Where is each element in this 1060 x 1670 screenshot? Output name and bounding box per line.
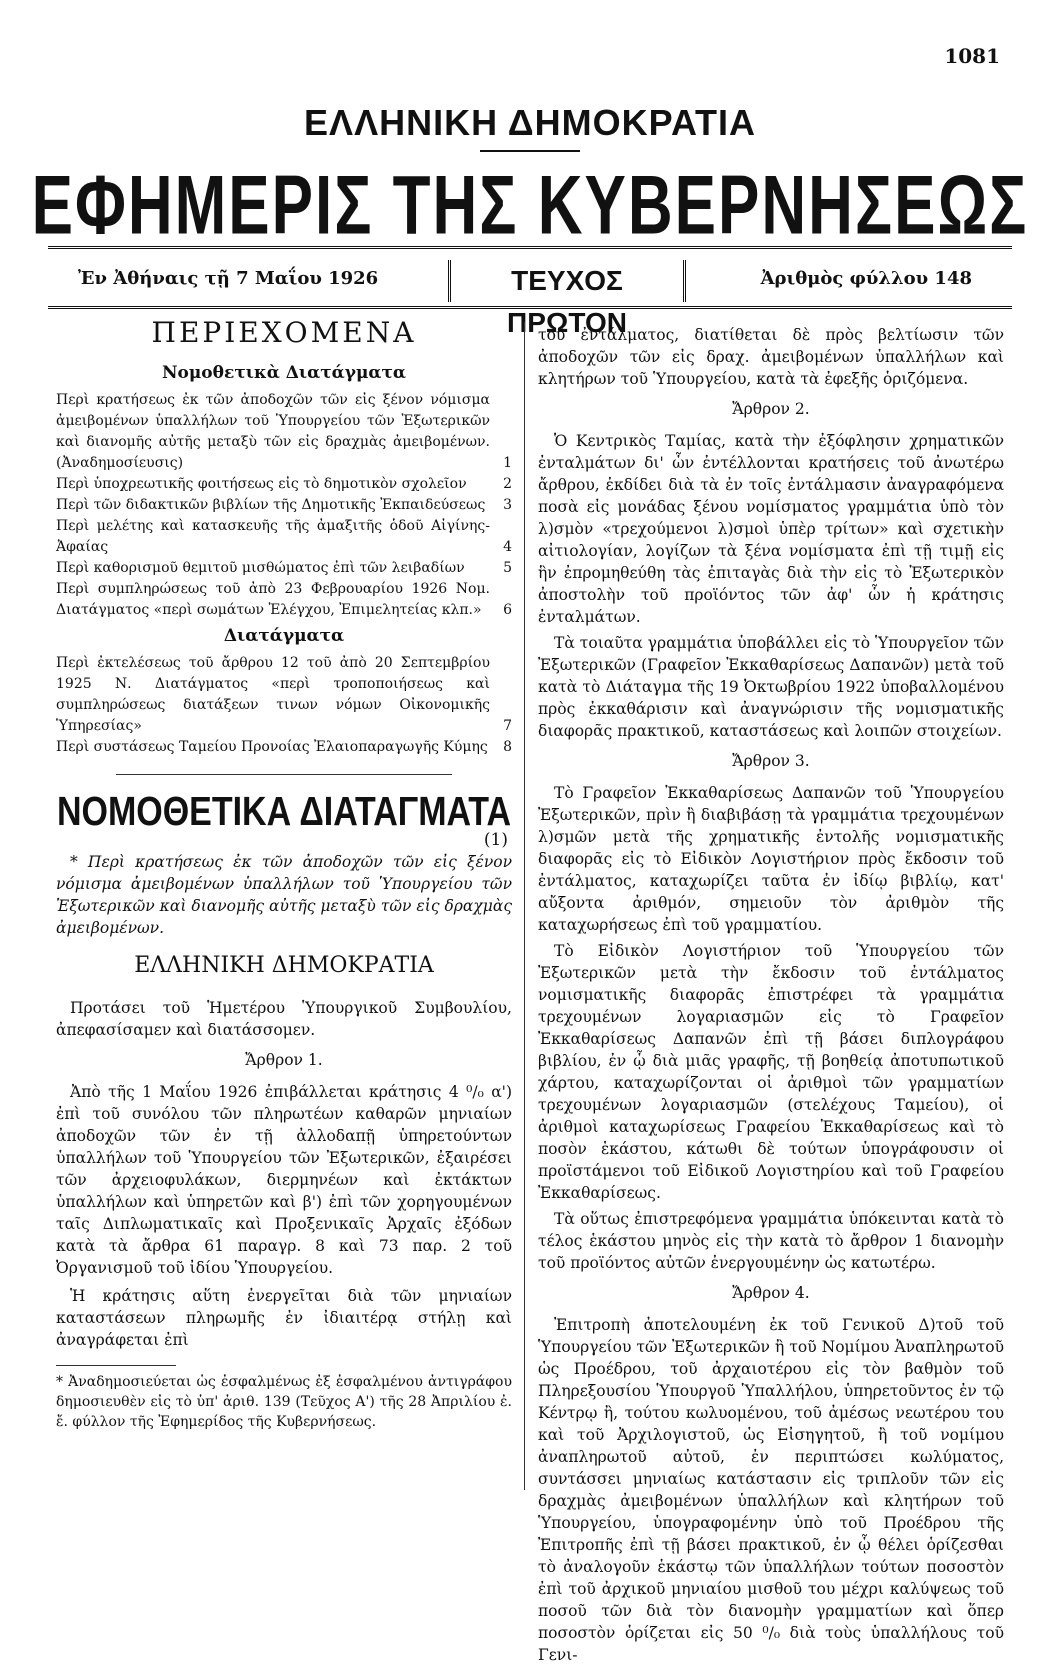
- article-paragraph: Ἐπιτροπὴ ἀποτελουμένη ἐκ τοῦ Γενικοῦ Δ)τοῦ τοῦ Ὑπουργείου τῶν Ἐξωτερικῶν ἢ τοῦ Νομίμου Ἀναπληρωτοῦ ὡς Προέδρου, τοῦ ἀρχαιοτέρου εἰς τὸν βαθμὸν τοῦ Πληρεξουσίου Ὑπουργοῦ Ὑπαλλήλου, ὑπηρετοῦντος ἐν τῷ Κέντρῳ ἢ, τούτου κωλυομένου, τοῦ ἀμέσως νεωτέρου του καὶ τοῦ Ἀρχιλογιστοῦ, ὡς Εἰσηγητοῦ, ἢ τοῦ νομίμου ἀναπληρωτοῦ αὐτοῦ, ἐν περιπτώσει κωλύματος, συντάσσει μηνιαίως κατάστασιν εἰς τριπλοῦν τῶν εἰς δραχμὰς ἀμειβομένων ὑπαλλήλων καὶ κλητήρων τοῦ Ὑπουργείου, ὑπογραφομένην ὑπὸ τοῦ Προέδρου τῆς Ἐπιτροπῆς ἐπὶ τῇ βάσει πρακτικοῦ, ἐν ᾧ θέλει ὁρίζεσθαι τὸ ἀναλογοῦν ἑκάστῳ τῶν ὑπαλλήλων τούτων ποσοστὸν ἐπὶ τοῦ ἀρχικοῦ μηνιαίου μισθοῦ του μέχρι καλύψεως τοῦ ποσοῦ τῶν διὰ τὸν διανομὴν γραμματίων καὶ ὅπερ ποσοστὸν ὁρίζεται εἰς 50 ⁰/₀ διὰ τοὺς ὑπαλλήλους τοῦ Γενι-: [538, 1316, 1004, 1664]
- toc-heading: Διατάγματα: [223, 626, 345, 646]
- article-paragraph: Ὁ Κεντρικὸς Ταμίας, κατὰ τὴν ἐξόφλησιν χρηματικῶν ἐνταλμάτων δι' ὧν ἐντέλλονται κρατήσεις τοῦ ἀνωτέρω ἄρθρου, ἐκδίδει διὰ τὰ ἐν τοῖς ἐντάλμασιν ἀναγραφόμενα ποσὰ εἰς μονάδας ξένου νομίσματος γραμμάτια ὑπὸ τὸν λ)σμὸν «τρεχούμενοι λ)σμοὶ ὑπὲρ τρίτων» καὶ σχετικὴν αἰτιολογίαν, λογίζων τὰ ξένα νομίσματα ἐπὶ τῇ τιμῇ εἰς ἣν ἐπρομηθεύθη τὰς ἐπιταγὰς διὰ τὴν εἰς τὸ Ἐξωτερικὸν ἀποστολὴν τοῦ προϊόντος τῶν ἀφ' ὧν ἡ κράτησις ἐνταλμάτων.: [538, 432, 1004, 626]
- article-paragraph: Τὰ οὕτως ἐπιστρεφόμενα γραμμάτια ὑπόκεινται κατὰ τὸ τέλος ἑκάστου μηνὸς εἰς τὴν κατὰ τὸ ἄρθρον 1 διανομὴν τοῦ προϊόντος αὐτῶν ἐνεργουμένην ὡς κατωτέρω.: [538, 1210, 1004, 1272]
- contents-rule: [116, 774, 452, 775]
- section-title: ΝΟΜΟΘΕΤΙΚΑ ΔΙΑΤΑΓΜΑΤΑ: [56, 789, 512, 835]
- decree-number: (1): [483, 830, 508, 850]
- article-heading: Ἄρθρον 3.: [732, 752, 810, 770]
- article-paragraph: Τὸ Γραφεῖον Ἐκκαθαρίσεως Δαπανῶν τοῦ Ὑπουργείου Ἐξωτερικῶν, πρὶν ἢ διαβιβάσῃ τὰ γραμμάτια τρεχουμένων λ)σμῶν μετὰ τῆς χρηματικῆς ἐντολῆς νομισματικῆς διαφορᾶς εἰς τὸ Εἰδικὸν Λογιστήριον πρὸς ἔκδοσιν τοῦ ἐντάλματος, καταχωρίζει ταῦτα ἐν ἰδίῳ βιβλίῳ, κατ' αὔξοντα ἀριθμόν, σημειοῦν τὸν ἀριθμὸν τῆς καταχωρήσεως ἐπὶ τοῦ γραμματίου.: [538, 784, 1004, 934]
- masthead-gazette-title: ΕΦΗΜΕΡΙΣ ΤΗΣ ΚΥΒΕΡΝΗΣΕΩΣ: [31, 159, 1029, 253]
- toc-entry: Περὶ ἐκτελέσεως τοῦ ἄρθρου 12 τοῦ ἀπὸ 20 Σεπτεμβρίου 1925 Ν. Διατάγματος «περὶ τροποποιήσεως καὶ συμπληρώσεως διατάξεων τινων νόμων Οἰκονομικῆς Ὑπηρεσίας» 7: [56, 655, 512, 734]
- toc-entry: Περὶ καθορισμοῦ θεμιτοῦ μισθώματος ἐπὶ τῶν λειβαδίων 5: [56, 560, 512, 576]
- toc-entry: Περὶ τῶν διδακτικῶν βιβλίων τῆς Δημοτικῆς Ἐκπαιδεύσεως 3: [56, 497, 512, 513]
- header-bottom-rule: [48, 306, 1012, 309]
- toc-entry: Περὶ ὑποχρεωτικῆς φοιτήσεως εἰς τὸ δημοτικὸν σχολεῖον 2: [56, 476, 512, 492]
- article-heading: Ἄρθρον 1.: [245, 1051, 323, 1069]
- left-column: [56, 316, 512, 1432]
- right-column: [538, 324, 1004, 1670]
- masthead-rule: [480, 150, 580, 152]
- article-paragraph: Ἡ κράτησις αὕτη ἐνεργεῖται διὰ τῶν μηνιαίων καταστάσεων πληρωμῆς ἐν ἰδιαιτέρᾳ στήλῃ καὶ ἀναγράφεται ἐπὶ: [56, 1287, 512, 1349]
- contents-title: ΠΕΡΙΕΧΟΜΕΝΑ: [151, 316, 417, 349]
- sheet-number: Ἀριθμὸς φύλλου 148: [760, 268, 972, 289]
- article-heading: Ἄρθρον 2.: [732, 400, 810, 418]
- toc-entry: Περὶ συστάσεως Ταμείου Προνοίας Ἐλαιοπαραγωγῆς Κύμης 8: [56, 739, 512, 755]
- footnote: * Ἀναδημοσιεύεται ὡς ἐσφαλμένως ἐξ ἐσφαλμένου ἀντιγράφου δημοσιευθὲν εἰς τὸ ὑπ' ἀριθ. 139 (Τεῦχος Α') τῆς 28 Ἀπριλίου ἐ. ἔ. φύλλον τῆς Ἐφημερίδος τῆς Κυβερνήσεως.: [56, 1374, 512, 1430]
- masthead-republic: ΕΛΛΗΝΙΚΗ ΔΗΜΟΚΡΑΤΙΑ: [304, 102, 756, 143]
- article-heading: Ἄρθρον 4.: [732, 1284, 810, 1302]
- decree-republic: ΕΛΛΗΝΙΚΗ ΔΗΜΟΚΡΑΤΙΑ: [134, 953, 434, 978]
- article-paragraph: Ἀπὸ τῆς 1 Μαΐου 1926 ἐπιβάλλεται κράτησις 4 ⁰/₀ α') ἐπὶ τοῦ συνόλου τῶν πληρωτέων καθαρῶν μηνιαίων ἀποδοχῶν τῶν ἐν τῇ ἀλλοδαπῇ ὑπηρετούντων ὑπαλλήλων τοῦ Ὑπουργείου τῶν Ἐξωτερικῶν, ἐξαιρέσει τῶν ἀρχειοφυλάκων, διερμηνέων καὶ ἐκτάκτων ὑπαλλήλων καὶ ὑπηρετῶν καὶ β') ἐπὶ τῶν χορηγουμένων ταῖς Διπλωματικαῖς καὶ Προξενικαῖς Ἀρχαῖς ἐξόδων κατὰ τὰ ἄρθρα 61 παραγρ. 8 καὶ 73 παρ. 2 τοῦ Ὀργανισμοῦ τοῦ ἰδίου Ὑπουργείου.: [56, 1083, 512, 1277]
- page-number: 1081: [944, 44, 1000, 68]
- column-divider: [524, 322, 525, 1490]
- toc-entry: Περὶ κρατήσεως ἐκ τῶν ἀποδοχῶν τῶν εἰς ξένον νόμισμα ἀμειβομένων ὑπαλλήλων τοῦ Ὑπουργείου τῶν Ἐξωτερικῶν καὶ διανομῆς αὐτῆς μεταξὺ τῶν εἰς δραχμὰς ἀμειβομένων. (Ἀναδημοσίευσις) 1: [56, 392, 512, 471]
- toc-entry: Περὶ μελέτης καὶ κατασκευῆς τῆς ἀμαξιτῆς ὁδοῦ Αἰγίνης-Ἀφαίας 4: [56, 518, 512, 555]
- preamble: Προτάσει τοῦ Ἡμετέρου Ὑπουργικοῦ Συμβουλίου, ἀπεφασίσαμεν καὶ διατάσσομεν.: [56, 999, 512, 1039]
- article-paragraph: Τὸ Εἰδικὸν Λογιστήριον τοῦ Ὑπουργείου τῶν Ἐξωτερικῶν μετὰ τὴν ἔκδοσιν τοῦ ἐντάλματος νομισματικῆς διαφορᾶς ἐπιστρέφει τὰ γραμμάτια τρεχουμένων λογαριασμῶν εἰς τὸ Γραφεῖον Ἐκκαθαρίσεως Δαπανῶν ἐπὶ τῇ βάσει διπλογράφου βιβλίου, ἐν ᾧ διὰ μιᾶς γραφῆς, τῇ βοηθείᾳ ἀποτυπωτικοῦ χάρτου, καταχωρίζονται οἱ ἀριθμοὶ τῶν γραμματίων τρεχουμένων λογαριασμῶν (στελέχους Ταμείου), οἱ ἀριθμοὶ καταχωρίσεως Γραφείου Ἐκκαθαρίσεως καὶ τὸ ποσὸν ἑκάστου, κάτωθι δὲ τούτων ὑπογράφουσιν οἱ προϊστάμενοι τοῦ Εἰδικοῦ Λογιστηρίου καὶ τοῦ Γραφείου Ἐκκαθαρίσεως.: [538, 942, 1004, 1202]
- decree-title: * Περὶ κρατήσεως ἐκ τῶν ἀποδοχῶν τῶν εἰς ξένον νόμισμα ἀμειβομένων ὑπαλλήλων τοῦ Ὑπουργείου τῶν Ἐξωτερικῶν καὶ διανομῆς αὐτῆς μεταξὺ τῶν εἰς δραχμὰς ἀμειβομένων.: [56, 853, 512, 937]
- footnote-rule: [56, 1365, 176, 1366]
- issue-label: ΤΕΥΧΟΣ ΠΡΩΤΟΝ: [448, 260, 686, 302]
- continuation-paragraph: τοῦ ἐντάλματος, διατίθεται δὲ πρὸς βελτίωσιν τῶν ἀποδοχῶν τῶν εἰς δραχ. ἀμειβομένων ὑπαλλήλων καὶ κλητήρων τοῦ Ὑπουργείου, κατὰ τὰ ἐφεξῆς ὁριζόμενα.: [538, 326, 1004, 388]
- article-paragraph: Τὰ τοιαῦτα γραμμάτια ὑποβάλλει εἰς τὸ Ὑπουργεῖον τῶν Ἐξωτερικῶν (Γραφεῖον Ἐκκαθαρίσεως Δαπανῶν) μετὰ τοῦ κατὰ τὸ Διάταγμα τῆς 19 Ὀκτωβρίου 1922 ὑποβαλλομένου πρὸς ἐκκαθάρισιν καὶ ἀναγνώρισιν τῆς νομισματικῆς διαφορᾶς πρακτικοῦ, καταστάσεως καὶ λοιπῶν στοιχείων.: [538, 634, 1004, 740]
- toc-entry: Περὶ συμπληρώσεως τοῦ ἀπὸ 23 Φεβρουαρίου 1926 Νομ. Διατάγματος «περὶ σωμάτων Ἐλέγχου, Ἐπιμελητείας κλπ.» 6: [56, 581, 512, 618]
- toc-heading: Νομοθετικὰ Διατάγματα: [161, 363, 407, 383]
- header-top-rule: [48, 246, 1012, 249]
- place-date: Ἐν Ἀθήναις τῇ 7 Μαΐου 1926: [78, 268, 379, 289]
